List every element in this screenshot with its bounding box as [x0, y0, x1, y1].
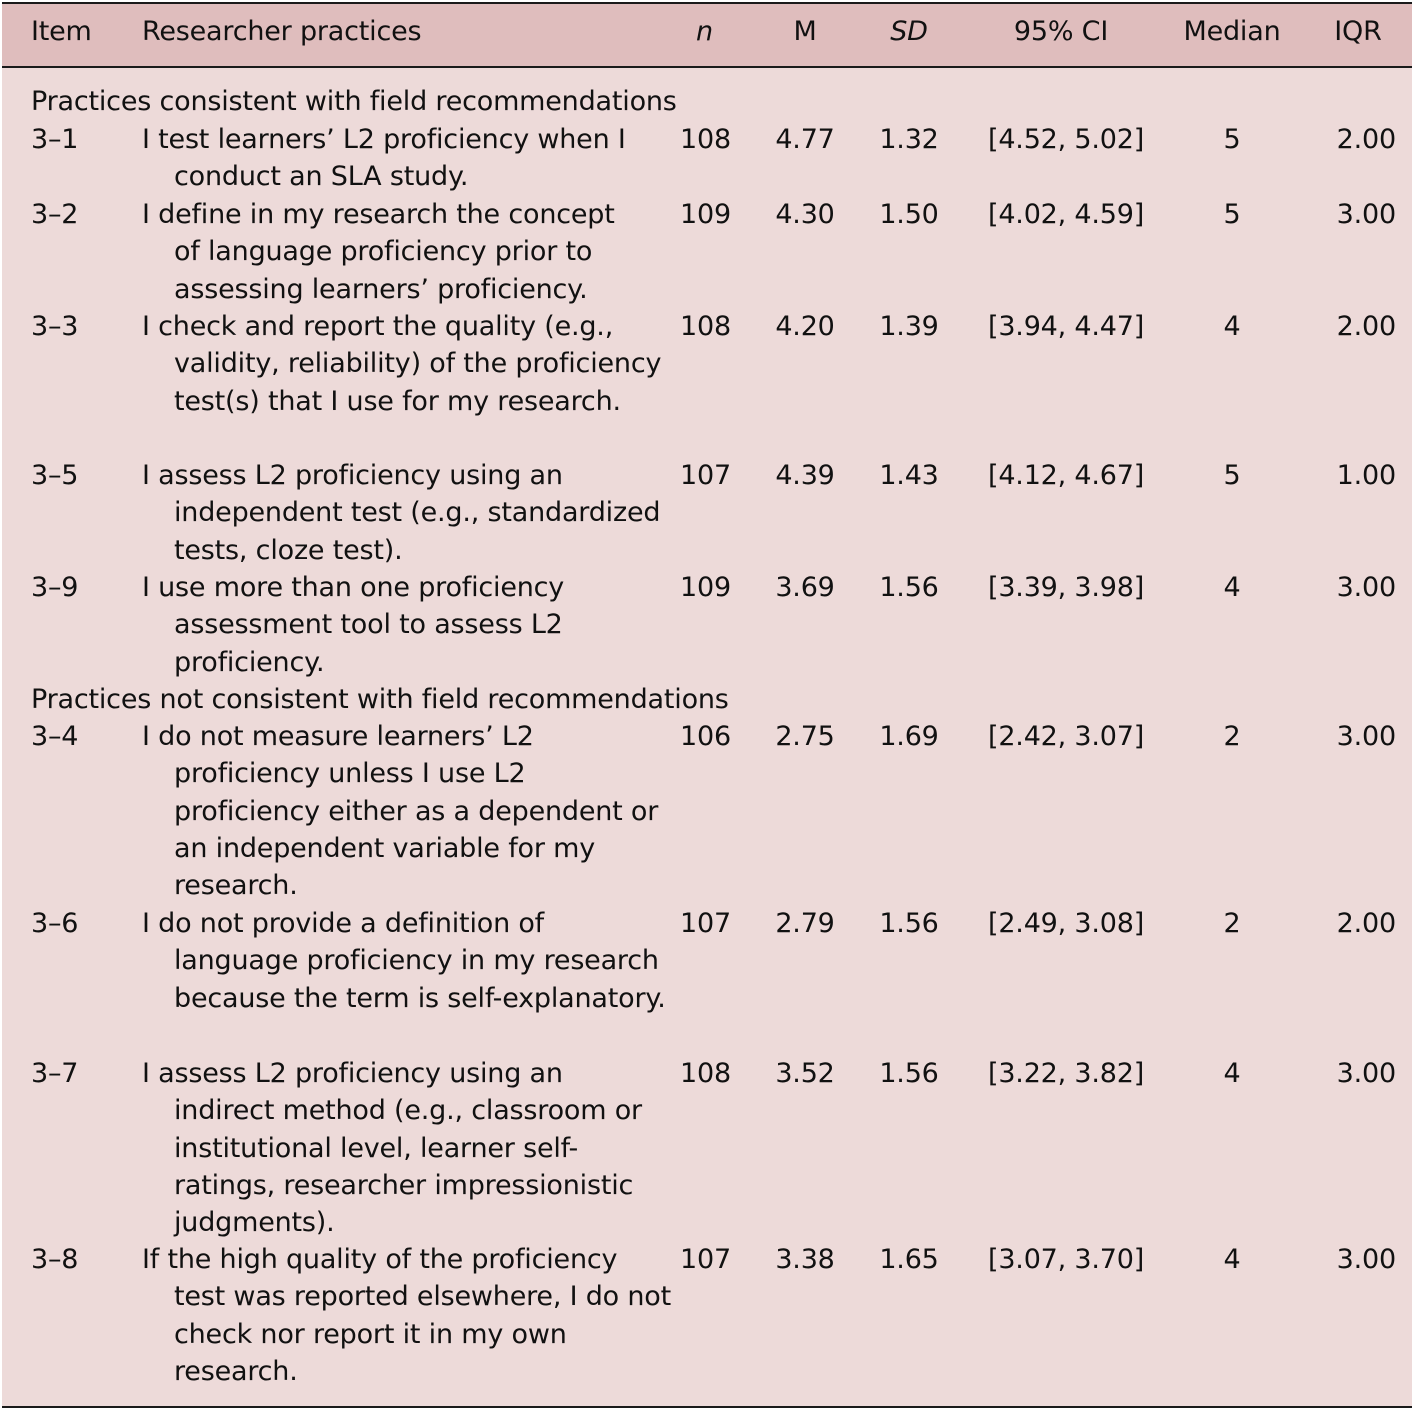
practice-text: I assess L2 proficiency using an — [142, 460, 563, 491]
row-sd: 1.32 — [879, 124, 939, 155]
header-practices: Researcher practices — [142, 16, 422, 47]
practice-text: language proficiency in my research because the term is self-explanatory. — [174, 945, 666, 1014]
row-n: 108 — [680, 124, 731, 155]
row-m: 4.77 — [775, 124, 835, 155]
row-m: 3.69 — [775, 572, 835, 603]
row-ci: [3.22, 3.82] — [988, 1058, 1145, 1089]
row-n: 109 — [680, 572, 731, 603]
header-m: M — [793, 16, 817, 47]
row-iqr: 3.00 — [1336, 721, 1396, 752]
row-item: 3–7 — [31, 1058, 79, 1089]
practice-text: I use more than one proficiency — [142, 572, 565, 603]
row-practice — [142, 718, 672, 904]
results-table — [2, 2, 1412, 1408]
row-m: 4.30 — [775, 199, 835, 230]
practice-text: indirect method (e.g., classroom or institutional level, learner self-ratings, researcher impressionistic judgments). — [174, 1095, 642, 1239]
row-ci: [2.49, 3.08] — [988, 908, 1145, 939]
row-practice — [142, 196, 672, 308]
row-ci: [4.12, 4.67] — [988, 460, 1145, 491]
row-practice — [142, 457, 672, 569]
row-iqr: 3.00 — [1336, 199, 1396, 230]
row-item: 3–2 — [31, 199, 79, 230]
header-n: n — [696, 16, 713, 47]
header-ci: 95% CI — [1013, 16, 1109, 47]
row-sd: 1.56 — [879, 1058, 939, 1089]
row-practice — [142, 121, 672, 196]
row-sd: 1.39 — [879, 311, 939, 342]
row-ci: [3.94, 4.47] — [988, 311, 1145, 342]
row-m: 3.52 — [775, 1058, 835, 1089]
row-m: 2.75 — [775, 721, 835, 752]
row-iqr: 3.00 — [1336, 1058, 1396, 1089]
row-m: 4.39 — [775, 460, 835, 491]
row-median: 5 — [1223, 124, 1241, 155]
practice-text: validity, reliability) of the proficiency test(s) that I use for my research. — [174, 348, 662, 417]
row-practice — [142, 569, 672, 681]
row-item: 3–6 — [31, 908, 79, 939]
row-item: 3–3 — [31, 311, 79, 342]
row-iqr: 1.00 — [1336, 460, 1396, 491]
row-median: 5 — [1223, 460, 1241, 491]
row-ci: [4.02, 4.59] — [988, 199, 1145, 230]
row-sd: 1.56 — [879, 908, 939, 939]
row-iqr: 2.00 — [1336, 124, 1396, 155]
row-median: 4 — [1223, 572, 1241, 603]
practice-text: test was reported elsewhere, I do not check nor report it in my own research. — [174, 1281, 671, 1387]
row-m: 4.20 — [775, 311, 835, 342]
practice-text: I assess L2 proficiency using an — [142, 1058, 563, 1089]
row-practice — [142, 308, 672, 420]
header-item: Item — [31, 16, 92, 47]
row-median: 4 — [1223, 1058, 1241, 1089]
row-sd: 1.50 — [879, 199, 939, 230]
row-iqr: 3.00 — [1336, 572, 1396, 603]
row-n: 107 — [680, 460, 731, 491]
row-n: 109 — [680, 199, 731, 230]
practice-text: I define in my research the concept — [142, 199, 615, 230]
row-n: 107 — [680, 908, 731, 939]
row-sd: 1.43 — [879, 460, 939, 491]
row-median: 2 — [1223, 908, 1241, 939]
row-median: 4 — [1223, 1244, 1241, 1275]
row-item: 3–8 — [31, 1244, 79, 1275]
row-n: 106 — [680, 721, 731, 752]
row-n: 107 — [680, 1244, 731, 1275]
header-sd: SD — [890, 16, 928, 47]
row-iqr: 2.00 — [1336, 311, 1396, 342]
practice-text: of language proficiency prior to assessing learners’ proficiency. — [174, 236, 593, 305]
row-ci: [2.42, 3.07] — [988, 721, 1145, 752]
practice-text: If the high quality of the proficiency — [142, 1244, 618, 1275]
row-ci: [3.07, 3.70] — [988, 1244, 1145, 1275]
row-item: 3–4 — [31, 721, 79, 752]
section-title-not-consistent: Practices not consistent with field recommendations — [31, 684, 729, 715]
practice-text: I do not measure learners’ L2 — [142, 721, 534, 752]
practice-text: I check and report the quality (e.g., — [142, 311, 614, 342]
row-practice — [142, 1055, 672, 1241]
header-median: Median — [1183, 16, 1281, 47]
row-n: 108 — [680, 311, 731, 342]
row-practice — [142, 905, 672, 1017]
row-ci: [4.52, 5.02] — [988, 124, 1145, 155]
practice-text: I test learners’ L2 proficiency when I — [142, 124, 626, 155]
header-iqr: IQR — [1334, 16, 1382, 47]
row-sd: 1.56 — [879, 572, 939, 603]
row-ci: [3.39, 3.98] — [988, 572, 1145, 603]
row-m: 2.79 — [775, 908, 835, 939]
row-item: 3–1 — [31, 124, 79, 155]
practice-text: assessment tool to assess L2 proficiency. — [174, 609, 563, 678]
table-header — [2, 4, 1412, 68]
practice-text: proficiency unless I use L2 proficiency either as a dependent or an independent variable for my research. — [174, 758, 659, 902]
row-m: 3.38 — [775, 1244, 835, 1275]
row-item: 3–9 — [31, 572, 79, 603]
practice-text: conduct an SLA study. — [174, 161, 469, 193]
row-item: 3–5 — [31, 460, 79, 491]
row-median: 2 — [1223, 721, 1241, 752]
row-median: 4 — [1223, 311, 1241, 342]
row-median: 5 — [1223, 199, 1241, 230]
row-iqr: 3.00 — [1336, 1244, 1396, 1275]
practice-text: I do not provide a definition of — [142, 908, 544, 939]
row-iqr: 2.00 — [1336, 908, 1396, 939]
row-practice — [142, 1241, 672, 1390]
practice-text: independent test (e.g., standardized tests, cloze test). — [174, 497, 661, 566]
row-n: 108 — [680, 1058, 731, 1089]
row-sd: 1.65 — [879, 1244, 939, 1275]
row-sd: 1.69 — [879, 721, 939, 752]
section-title-consistent: Practices consistent with field recommendations — [31, 86, 677, 117]
